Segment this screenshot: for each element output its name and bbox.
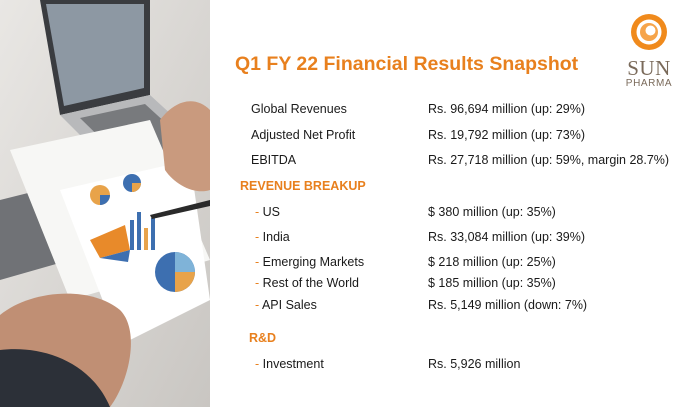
highlight-label: Global Revenues (251, 102, 347, 116)
bullet-dash: - (255, 230, 260, 244)
page-title: Q1 FY 22 Financial Results Snapshot (235, 53, 579, 75)
revenue-breakup-heading: REVENUE BREAKUP (240, 179, 366, 193)
sun-swirl-logo-icon (629, 12, 669, 52)
highlight-label: Adjusted Net Profit (251, 128, 356, 142)
revenue-item-value: $ 185 million (up: 35%) (428, 276, 556, 290)
financial-report-photo (0, 0, 210, 407)
revenue-item-label: Emerging Markets (262, 255, 365, 269)
highlight-value: Rs. 27,718 million (up: 59%, margin 28.7%) (428, 153, 670, 167)
rnd-item-label-wrap (255, 357, 324, 371)
photo-illustration (0, 0, 210, 407)
bullet-dash: - (255, 276, 260, 290)
revenue-item-value: Rs. 5,149 million (down: 7%) (428, 298, 588, 312)
revenue-item-label: US (262, 205, 281, 219)
highlight-value: Rs. 96,694 million (up: 29%) (428, 102, 586, 116)
highlight-value: Rs. 19,792 million (up: 73%) (428, 128, 586, 142)
rnd-item-value: Rs. 5,926 million (428, 357, 521, 371)
bullet-dash: - (255, 205, 260, 219)
logo-word-sun: SUN (627, 56, 671, 80)
bullet-dash: - (255, 298, 260, 312)
bullet-dash: - (255, 255, 260, 269)
revenue-item-label-wrap (255, 276, 359, 290)
logo-word-pharma: PHARMA (625, 78, 673, 89)
bullet-dash: - (255, 357, 260, 371)
revenue-item-value: $ 380 million (up: 35%) (428, 205, 556, 219)
revenue-item-label-wrap (255, 255, 364, 269)
revenue-item-label-wrap (255, 205, 280, 219)
revenue-item-label-wrap (255, 298, 317, 312)
revenue-item-label-wrap (255, 230, 290, 244)
revenue-item-value: Rs. 33,084 million (up: 39%) (428, 230, 586, 244)
revenue-item-label: API Sales (261, 298, 317, 312)
highlight-label: EBITDA (251, 153, 297, 167)
revenue-item-label: Rest of the World (262, 276, 359, 290)
revenue-item-value: $ 218 million (up: 25%) (428, 255, 556, 269)
rnd-item-label: Investment (262, 357, 324, 371)
rnd-heading: R&D (249, 331, 277, 345)
revenue-item-label: India (262, 230, 290, 244)
sun-pharma-logo (610, 12, 688, 90)
